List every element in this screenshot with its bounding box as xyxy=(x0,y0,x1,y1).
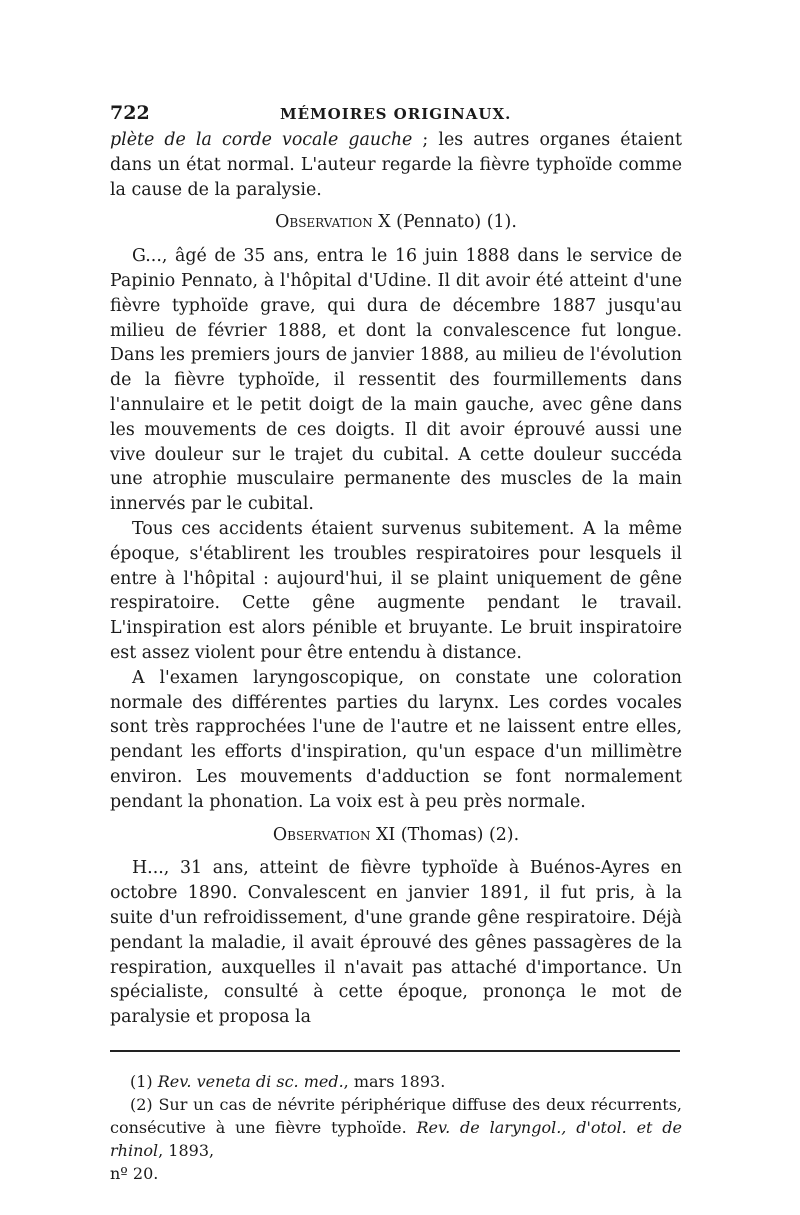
footnotes xyxy=(110,1070,682,1185)
page-number: 722 xyxy=(110,102,150,124)
observation-x-paragraph-2: Tous ces accidents étaient survenus subitement. A la même époque, s'établirent les troubles respiratoires pour lesquels il entre à l'hôpital : aujourd'hui, il se plaint uniquement de gêne respiratoire. Cette gêne augmente pendant le travail. L'inspiration est alors pénible et bruyante. Le bruit inspiratoire est assez violent pour être entendu à distance. xyxy=(110,518,682,663)
intro-italic: plète de la corde vocale gauche xyxy=(110,130,413,150)
observation-x-heading xyxy=(110,210,682,235)
page-header xyxy=(110,102,682,128)
footnote-1-date: , mars 1893. xyxy=(343,1071,446,1091)
observation-x-paragraph-1: G..., âgé de 35 ans, entra le 16 juin 1888 dans le service de Papinio Pennato, à l'hôpital d'Udine. Il dit avoir été atteint d'une fièvre typhoïde grave, qui dura de décembre 1887 jusqu'au milieu de février 1888, et dont la convalescence fut longue. Dans les premiers jours de janvier 1888, au milieu de l'évolution de la fièvre typhoïde, il ressentit des fourmillements dans l'annulaire et le petit doigt de la main gauche, avec gêne dans les mouvements de ces doigts. Il dit avoir éprouvé aussi une vive douleur sur le trajet du cubital. A cette douleur succéda une atrophie musculaire permanente des muscles de la main innervés par le cubital. xyxy=(110,246,682,515)
footnote-1-journal: Rev. veneta di sc. med. xyxy=(157,1071,344,1091)
footnote-2-continuation: nº 20. xyxy=(110,1163,159,1183)
footnote-2-text: Sur un cas de névrite périphérique diffuse des deux récurrents, consécutive à une fièvre typhoïde. xyxy=(110,1094,683,1137)
footnote-1-number: (1) xyxy=(130,1071,158,1091)
footnote-2 xyxy=(110,1093,682,1162)
footnote-rule xyxy=(110,1050,680,1052)
footnote-2-number: (2) xyxy=(130,1094,159,1114)
running-head: MÉMOIRES ORIGINAUX. xyxy=(280,105,512,123)
observation-x-paragraph-3: A l'examen laryngoscopique, on constate une coloration normale des différentes parties du larynx. Les cordes vocales sont très rapprochées l'une de l'autre et ne laissent entre elles, pendant les efforts d'inspiration, qu'un espace d'un millimètre environ. Les mouvements d'adduction se font normalement pendant la phonation. La voix est à peu près normale. xyxy=(110,667,682,812)
intro-text: ; les autres organes étaient dans un état normal. L'auteur regarde la fièvre typhoïde comme la cause de la paralysie. xyxy=(110,130,682,200)
footnote-2-year: , 1893, xyxy=(158,1140,215,1160)
observation-xi-paragraph-1: H..., 31 ans, atteint de fièvre typhoïde à Buénos-Ayres en octobre 1890. Convalescent en janvier 1891, il fut pris, à la suite d'un refroidissement, d'une grande gêne respiratoire. Déjà pendant la maladie, il avait éprouvé des gênes passagères de la respiration, auxquelles il n'avait pas attaché d'importance. Un spécialiste, consulté à cette époque, prononça le mot de paralysie et proposa la xyxy=(110,858,682,1028)
footnote-1 xyxy=(110,1070,682,1093)
body-text xyxy=(110,128,682,1030)
observation-x-title: X (Pennato) (1). xyxy=(372,212,517,233)
observation-xi-heading xyxy=(110,823,682,848)
observation-xi-title: XI (Thomas) (2). xyxy=(370,824,520,845)
intro-paragraph xyxy=(110,128,682,202)
footnote-2-journal: Rev. de laryngol., d'otol. et de rhinol xyxy=(110,1117,682,1160)
observation-x-label: Observation xyxy=(275,212,373,233)
observation-xi-label: Observation xyxy=(272,824,371,845)
